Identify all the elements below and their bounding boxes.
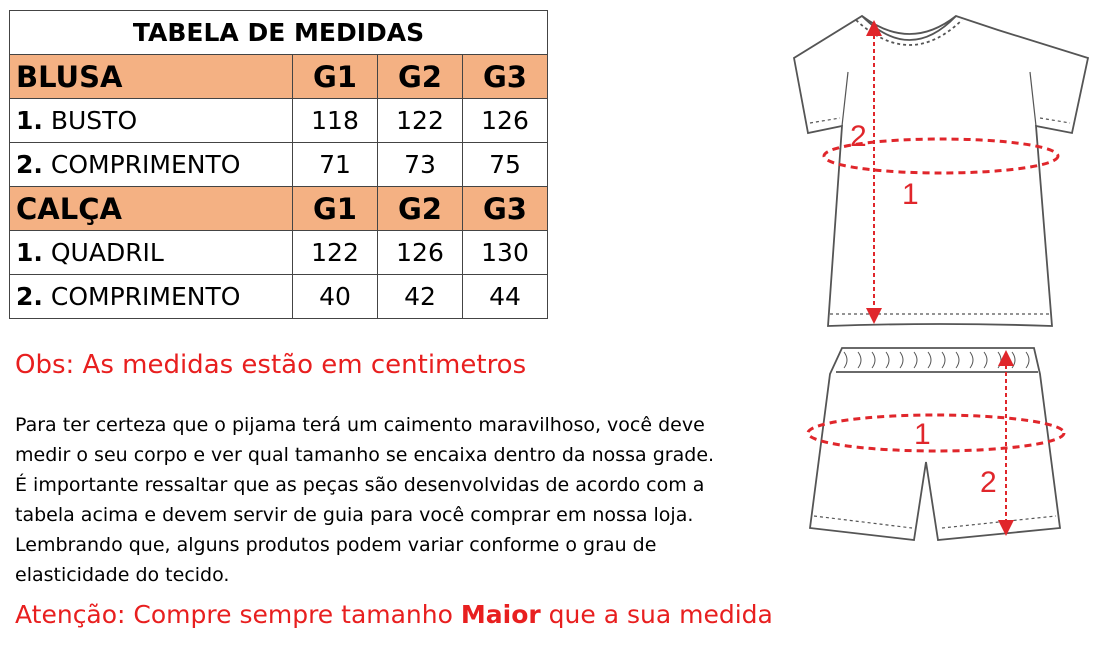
table-row xyxy=(10,231,548,275)
size-header: G3 xyxy=(463,187,548,231)
shirt-label-2: 2 xyxy=(850,120,867,153)
size-header: G2 xyxy=(378,187,463,231)
table-cell: 40 xyxy=(293,275,378,319)
row-number: 1. xyxy=(16,106,43,135)
blusa-header: BLUSA xyxy=(10,55,293,99)
size-header: G2 xyxy=(378,55,463,99)
row-label xyxy=(10,231,293,275)
size-header: G1 xyxy=(293,187,378,231)
row-number: 2. xyxy=(16,282,43,311)
table-row xyxy=(10,143,548,187)
paragraph-line: medir o seu corpo e ver qual tamanho se encaixa dentro da nossa grade. xyxy=(15,444,715,466)
calca-header-row xyxy=(10,187,548,231)
paragraph-line: Para ter certeza que o pijama terá um caimento maravilhoso, você deve xyxy=(15,414,705,436)
calca-header: CALÇA xyxy=(10,187,293,231)
shorts-illustration xyxy=(810,348,1060,540)
row-label xyxy=(10,275,293,319)
row-number: 2. xyxy=(16,150,43,179)
table-cell: 126 xyxy=(463,99,548,143)
row-label-text: COMPRIMENTO xyxy=(50,150,241,179)
table-cell: 126 xyxy=(378,231,463,275)
attention-note xyxy=(15,600,773,629)
paragraph-line: elasticidade do tecido. xyxy=(15,564,230,586)
paragraph-line: Lembrando que, alguns produtos podem variar conforme o grau de xyxy=(15,534,657,556)
row-number: 1. xyxy=(16,238,43,267)
row-label xyxy=(10,143,293,187)
garment-diagram xyxy=(790,8,1090,548)
table-cell: 122 xyxy=(378,99,463,143)
row-label xyxy=(10,99,293,143)
table-cell: 73 xyxy=(378,143,463,187)
attention-bold: Maior xyxy=(460,600,541,629)
paragraph-line: É importante ressaltar que as peças são desenvolvidas de acordo com a xyxy=(15,474,705,496)
table-cell: 44 xyxy=(463,275,548,319)
row-label-text: QUADRIL xyxy=(50,238,164,267)
table-row xyxy=(10,99,548,143)
attention-text: Atenção: Compre sempre tamanho xyxy=(15,600,453,629)
table-cell: 130 xyxy=(463,231,548,275)
tshirt-illustration xyxy=(794,16,1088,326)
blusa-header-row xyxy=(10,55,548,99)
obs-note: Obs: As medidas estão em centimetros xyxy=(15,350,527,380)
table-row xyxy=(10,275,548,319)
row-label-text: BUSTO xyxy=(50,106,138,135)
instructions-paragraph xyxy=(15,410,795,590)
table-cell: 71 xyxy=(293,143,378,187)
size-header: G1 xyxy=(293,55,378,99)
shorts-label-2: 2 xyxy=(980,466,997,499)
shirt-label-1: 1 xyxy=(902,178,919,211)
size-table xyxy=(9,10,548,319)
paragraph-line: tabela acima e devem servir de guia para você comprar em nossa loja. xyxy=(15,504,694,526)
table-title: TABELA DE MEDIDAS xyxy=(10,11,548,55)
table-cell: 122 xyxy=(293,231,378,275)
row-label-text: COMPRIMENTO xyxy=(50,282,241,311)
table-cell: 118 xyxy=(293,99,378,143)
size-header: G3 xyxy=(463,55,548,99)
shorts-label-1: 1 xyxy=(914,418,931,451)
table-cell: 75 xyxy=(463,143,548,187)
attention-text-end: que a sua medida xyxy=(548,600,773,629)
table-cell: 42 xyxy=(378,275,463,319)
